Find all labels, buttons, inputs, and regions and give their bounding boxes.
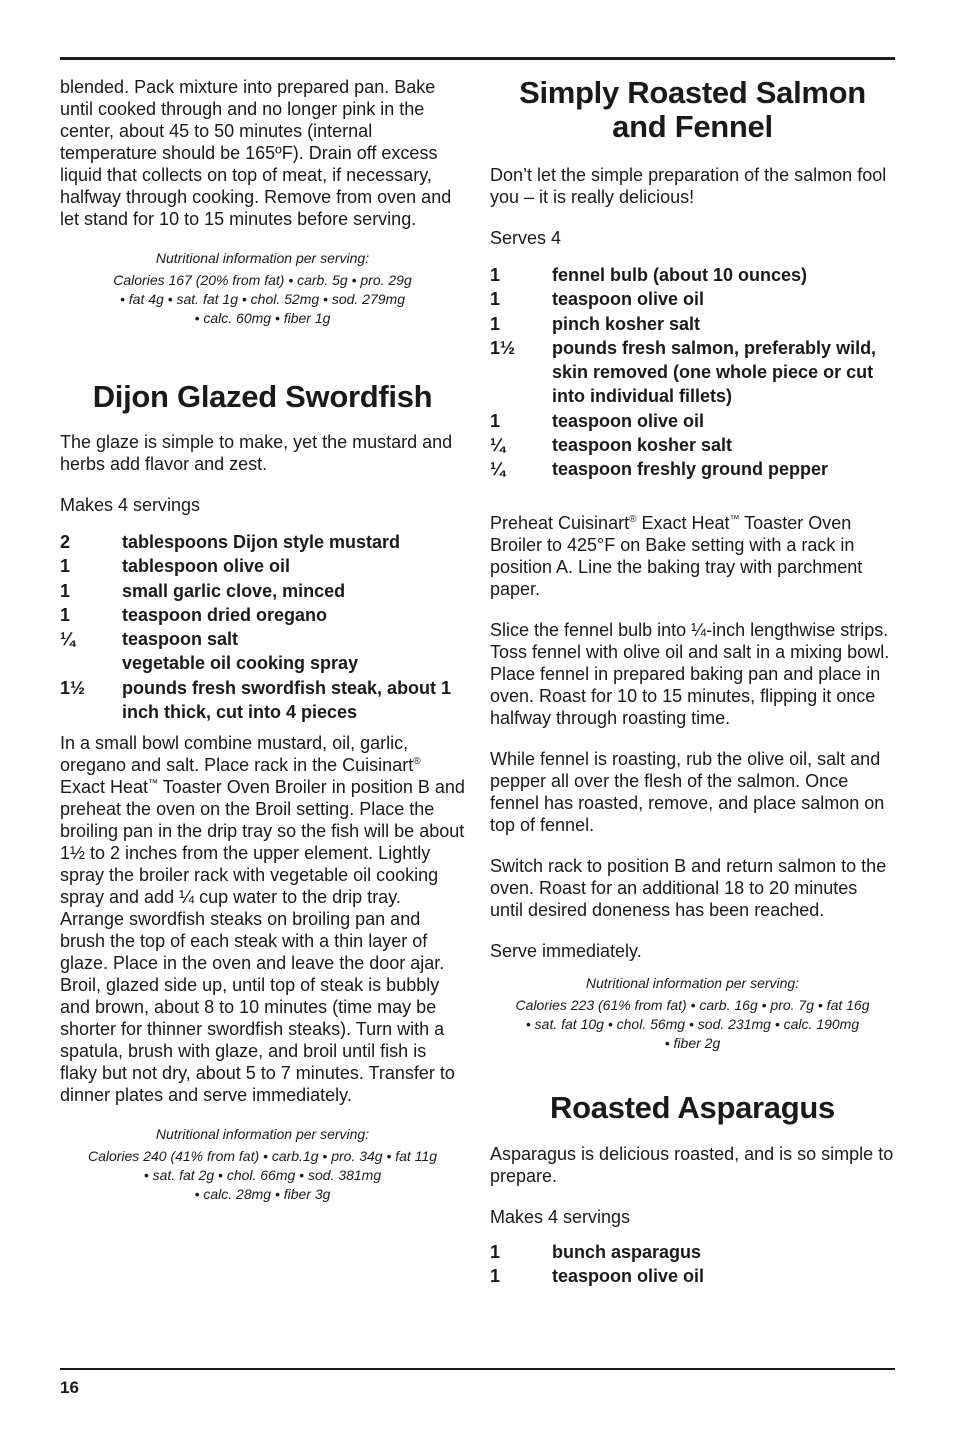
- ingredient-item: [60, 676, 465, 725]
- ingredient-text: fennel bulb (about 10 ounces): [552, 265, 808, 285]
- bottom-rule: [60, 1368, 895, 1370]
- ingredient-text: teaspoon kosher salt: [552, 435, 733, 456]
- nutrition-line: • fat 4g • sat. fat 1g • chol. 52mg • sod. 279mg: [120, 291, 405, 307]
- top-rule: [60, 57, 895, 60]
- ingredient-text: vegetable oil cooking spray: [122, 653, 359, 674]
- nutrition-info-block: [60, 1125, 465, 1204]
- ingredient-text: tablespoons Dijon style mustard: [122, 532, 401, 552]
- continued-method-text: blended. Pack mixture into prepared pan. Bake until cooked through and no longer pink in the center, about 45 to 50 minutes (internal temperature should be 165ºF). Drain off excess liquid that collects on top of meat, if necessary, halfway through cooking. Remove from oven and let stand for 10 to 15 minutes before serving.: [60, 77, 452, 229]
- ingredient-item: [490, 263, 895, 287]
- nutrition-line: • calc. 60mg • fiber 1g: [194, 310, 331, 326]
- ingredient-qty: 1½: [60, 677, 86, 698]
- ingredient-qty: 1: [490, 289, 501, 310]
- ingredient-item: [60, 579, 465, 603]
- ingredient-item: [490, 287, 895, 311]
- ingredient-text: teaspoon dried oregano: [122, 604, 328, 625]
- recipe-yield: Makes 4 servings: [490, 1206, 631, 1227]
- ingredient-qty: [60, 651, 122, 675]
- ingredient-qty: 1: [490, 1241, 501, 1262]
- ingredient-item: [490, 336, 895, 409]
- ingredient-text: pounds fresh swordfish steak, about 1 inch thick, cut into 4 pieces: [122, 677, 452, 723]
- ingredient-qty: 1: [60, 556, 71, 577]
- nutrition-title: Nutritional information per serving:: [155, 1126, 370, 1143]
- nutrition-line: • fiber 2g: [664, 1034, 721, 1051]
- ingredient-item: [60, 603, 465, 627]
- nutrition-title: Nutritional information per serving:: [585, 974, 800, 991]
- recipe-step: Switch rack to position B and return salmon to the oven. Roast for an additional 18 to 20 minutes until desired doneness has been reached.: [490, 855, 887, 920]
- ingredient-text: teaspoon olive oil: [552, 410, 705, 431]
- ingredient-item: [490, 457, 895, 481]
- nutrition-line: • sat. fat 2g • chol. 66mg • sod. 381mg: [143, 1167, 382, 1184]
- ingredient-text: pinch kosher salt: [552, 313, 701, 334]
- recipe-title-asparagus: Roasted Asparagus: [550, 1089, 835, 1125]
- recipe-yield: Serves 4: [490, 228, 562, 248]
- right-column: [490, 76, 895, 1288]
- ingredient-qty: 1: [490, 313, 501, 334]
- ingredient-text: tablespoon olive oil: [122, 556, 291, 577]
- ingredient-text: teaspoon olive oil: [552, 1265, 705, 1286]
- ingredient-qty: 2: [60, 532, 71, 552]
- page-number: 16: [60, 1378, 79, 1397]
- ingredient-item: [60, 651, 465, 675]
- ingredient-list: [60, 530, 465, 724]
- ingredient-text: small garlic clove, minced: [122, 580, 346, 601]
- ingredient-item: [490, 409, 895, 433]
- ingredient-item: [490, 433, 895, 457]
- ingredient-text: teaspoon olive oil: [552, 289, 705, 310]
- left-column: [60, 76, 465, 1204]
- recipe-method: In a small bowl combine mustard, oil, garlic, oregano and salt. Place rack in the Cuisinart® Exact Heat™ Toaster Oven Broiler in position B and preheat the oven on the Broil setting. Place the broiling pan in the drip tray so the fish will be about 1½ to 2 inches from the upper element. Lightly spray the broiler rack with vegetable oil cooking spray and add ¼ cup water to the drip tray. Arrange swordfish steaks on broiling pan and brush the top of each steak with a thin layer of glaze. Place in the oven and leave the door ajar. Broil, glazed side up, until top of steak is bubbly and brown, about 8 to 10 minutes (time may be shorter for thinner swordfish steaks). Turn with a spatula, brush with glaze, and broil until fish is flaky but not dry, about 5 to 7 minutes. Transfer to dinner plates and serve immediately.: [60, 733, 465, 1106]
- recipe-yield: Makes 4 servings: [60, 495, 201, 515]
- recipe-step: While fennel is roasting, rub the olive oil, salt and pepper all over the flesh of the salmon. Once fennel has roasted, remove, and place salmon on top of fennel.: [490, 748, 885, 835]
- ingredient-qty: ¼: [60, 629, 76, 650]
- ingredient-text: teaspoon salt: [122, 629, 239, 650]
- nutrition-info-block: [60, 249, 465, 328]
- nutrition-line: Calories 223 (61% from fat) • carb. 16g • pro. 7g • fat 16g: [515, 996, 870, 1013]
- ingredient-item: [60, 554, 465, 578]
- nutrition-line: • calc. 28mg • fiber 3g: [194, 1186, 331, 1203]
- ingredient-qty: 1: [490, 410, 501, 431]
- recipe-description: Don’t let the simple preparation of the salmon fool you – it is really delicious!: [490, 165, 887, 207]
- ingredient-text: teaspoon freshly ground pepper: [552, 459, 829, 480]
- nutrition-title: Nutritional information per serving:: [155, 250, 370, 266]
- recipe-description: Asparagus is delicious roasted, and is so simple to prepare.: [490, 1143, 894, 1186]
- recipe-title-salmon: Simply Roasted Salmon and Fennel: [519, 75, 866, 144]
- ingredient-list: [490, 1240, 895, 1289]
- ingredient-qty: 1: [60, 580, 71, 601]
- ingredient-item: [60, 627, 465, 651]
- nutrition-info-block: [490, 974, 895, 1053]
- recipe-title-swordfish: Dijon Glazed Swordfish: [92, 379, 433, 414]
- ingredient-item: [490, 1264, 895, 1288]
- ingredient-qty: 1: [60, 604, 71, 625]
- recipe-step: Slice the fennel bulb into ¼-inch lengthwise strips. Toss fennel with olive oil and salt in a mixing bowl. Place fennel in prepared baking pan and place in oven. Roast for 10 to 15 minutes, flipping it once halfway through roasting time.: [490, 619, 890, 728]
- ingredient-list: [490, 263, 895, 482]
- nutrition-line: • sat. fat 10g • chol. 56mg • sod. 231mg • calc. 190mg: [525, 1015, 860, 1032]
- ingredient-qty: 1: [490, 1265, 501, 1286]
- ingredient-qty: ¼: [490, 435, 506, 456]
- ingredient-text: bunch asparagus: [552, 1241, 702, 1262]
- recipe-description: The glaze is simple to make, yet the mustard and herbs add flavor and zest.: [60, 432, 453, 474]
- nutrition-line: Calories 240 (41% from fat) • carb.1g • pro. 34g • fat 11g: [87, 1148, 438, 1165]
- ingredient-text: pounds fresh salmon, preferably wild, skin removed (one whole piece or cut into individual fillets): [552, 337, 877, 407]
- ingredient-qty: 1½: [490, 337, 516, 358]
- ingredient-qty: 1: [490, 265, 501, 285]
- ingredient-item: [490, 1240, 895, 1264]
- ingredient-item: [60, 530, 465, 554]
- recipe-step: Preheat Cuisinart® Exact Heat™ Toaster Oven Broiler to 425°F on Bake setting with a rack in position A. Line the baking tray with parchment paper.: [490, 512, 863, 599]
- nutrition-line: Calories 167 (20% from fat) • carb. 5g • pro. 29g: [113, 272, 412, 288]
- ingredient-qty: ¼: [490, 459, 506, 480]
- recipe-step: Serve immediately.: [490, 940, 642, 961]
- ingredient-item: [490, 312, 895, 336]
